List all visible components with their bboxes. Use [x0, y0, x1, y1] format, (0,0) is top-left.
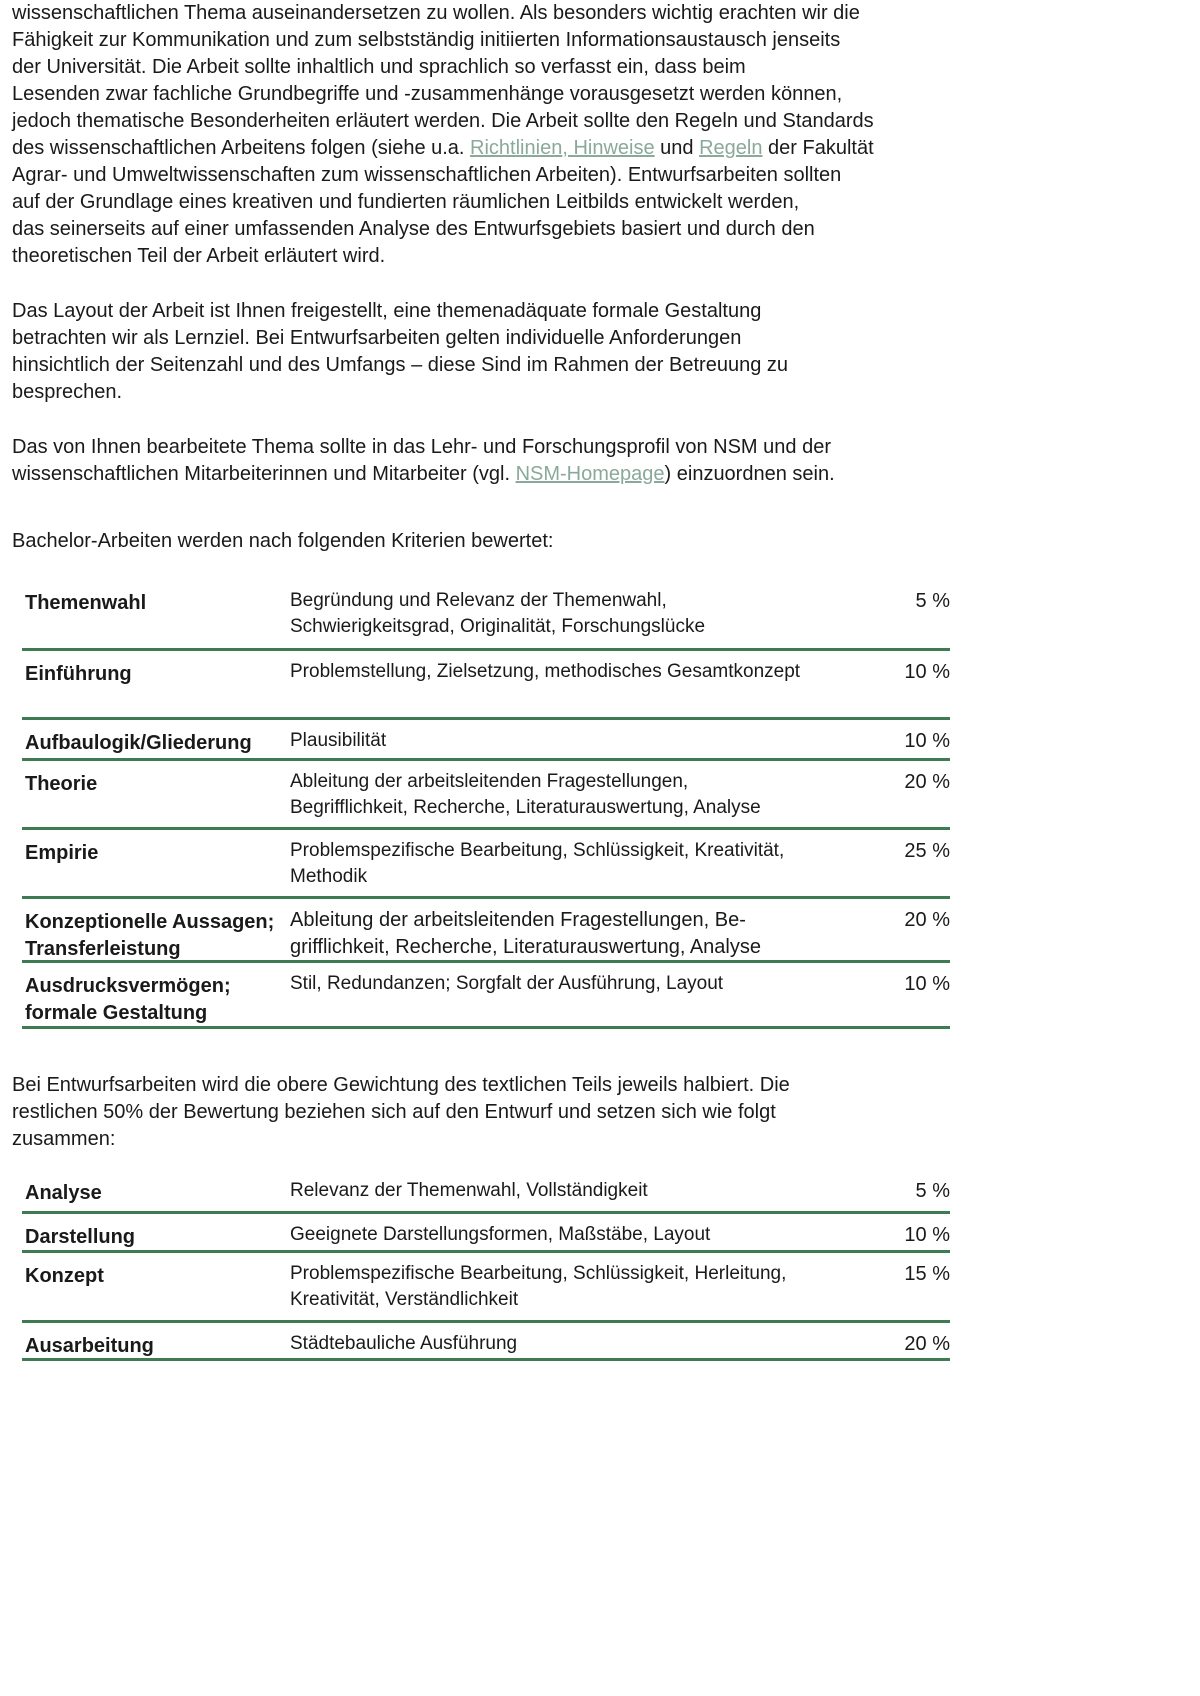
- criterion-label: Theorie: [25, 773, 98, 795]
- text-fragment: und: [654, 137, 700, 159]
- text-line: Das von Ihnen bearbeitete Thema sollte in das Lehr- und Forschungsprofil von NSM und der: [12, 436, 831, 458]
- criterion-description: Geeignete Darstellungsformen, Maßstäbe, Layout: [290, 1224, 711, 1245]
- criterion-weight: 25 %: [904, 840, 950, 862]
- table-row: [22, 1170, 950, 1214]
- text-line: jedoch thematische Besonderheiten erläutert werden. Die Arbeit sollte den Regeln und Standards: [12, 110, 874, 132]
- criterion-label: Ausarbeitung: [25, 1335, 154, 1357]
- criterion-description: Begründung und Relevanz der Themenwahl, Schwierigkeitsgrad, Originalität, Forschungslücke: [290, 590, 706, 637]
- criterion-weight: 20 %: [904, 771, 950, 793]
- text-line: hinsichtlich der Seitenzahl und des Umfangs – diese Sind im Rahmen der Betreuung zu: [12, 354, 788, 376]
- criterion-weight: 15 %: [904, 1263, 950, 1285]
- criterion-weight: 10 %: [904, 1224, 950, 1246]
- criterion-label: Empirie: [25, 842, 99, 864]
- text-line: Fähigkeit zur Kommunikation und zum selbstständig initiierten Informationsaustausch jenseits: [12, 29, 841, 51]
- text-fragment: wissenschaftlichen Mitarbeiterinnen und Mitarbeiter (vgl.: [12, 463, 516, 485]
- hinweise-link[interactable]: Hinweise: [573, 137, 655, 159]
- text-line: Bei Entwurfsarbeiten wird die obere Gewichtung des textlichen Teils jeweils halbiert. Die: [12, 1074, 790, 1096]
- criterion-weight: 10 %: [904, 730, 950, 752]
- table-row: [22, 720, 950, 761]
- text-line: auf der Grundlage eines kreativen und fundierten räumlichen Leitbilds entwickelt werden,: [12, 191, 800, 213]
- criterion-label: Analyse: [25, 1182, 102, 1204]
- text-fragment: der Fakultät: [762, 137, 874, 159]
- entwurf-paragraph: [12, 1072, 962, 1153]
- table-row: [22, 580, 950, 651]
- criterion-description: Ableitung der arbeitsleitenden Fragestellungen, Be- grifflichkeit, Recherche, Literaturauswertung, Analyse: [290, 909, 761, 958]
- text-line: Lesenden zwar fachliche Grundbegriffe und -zusammenhänge vorausgesetzt werden können,: [12, 83, 843, 105]
- criterion-label: Konzept: [25, 1265, 104, 1287]
- criterion-label: Themenwahl: [25, 592, 147, 614]
- criterion-description: Problemspezifische Bearbeitung, Schlüssigkeit, Kreativität, Methodik: [290, 840, 785, 887]
- criterion-weight: 5 %: [915, 590, 950, 612]
- criterion-label: Ausdrucksvermögen; formale Gestaltung: [25, 975, 231, 1024]
- text-line: theoretischen Teil der Arbeit erläutert wird.: [12, 245, 386, 267]
- criterion-description: Plausibilität: [290, 730, 387, 751]
- table1-caption: Bachelor-Arbeiten werden nach folgenden Kriterien bewertet:: [12, 530, 554, 552]
- criterion-description: Problemspezifische Bearbeitung, Schlüssigkeit, Herleitung, Kreativität, Verständlichkeit: [290, 1263, 787, 1310]
- intro-paragraph-layout: [12, 298, 962, 406]
- comma-separator: ,: [562, 137, 574, 159]
- criterion-description: Städtebauliche Ausführung: [290, 1333, 518, 1354]
- table-row: [22, 651, 950, 720]
- text-line: Agrar- und Umweltwissenschaften zum wissenschaftlichen Arbeiten). Entwurfsarbeiten sollten: [12, 164, 842, 186]
- criterion-weight: 20 %: [904, 1333, 950, 1355]
- table-row: [22, 830, 950, 899]
- table-row: [22, 761, 950, 830]
- criterion-label: Konzeptionelle Aussagen; Transferleistung: [25, 911, 275, 960]
- table-row: [22, 899, 950, 963]
- richtlinien-link[interactable]: Richtlinien: [470, 137, 563, 159]
- text-line: des wissenschaftlichen Arbeitens folgen (siehe u.a.: [12, 137, 471, 159]
- criterion-weight: 5 %: [915, 1180, 950, 1202]
- criterion-description: Problemstellung, Zielsetzung, methodisches Gesamtkonzept: [290, 661, 801, 682]
- text-fragment: ) einzuordnen sein.: [664, 463, 835, 485]
- text-line: wissenschaftlichen Thema auseinandersetzen zu wollen. Als besonders wichtig erachten wir die: [12, 2, 860, 24]
- criterion-description: Ableitung der arbeitsleitenden Fragestellungen, Begrifflichkeit, Recherche, Literaturauswertung, Analyse: [290, 771, 761, 818]
- criterion-label: Aufbaulogik/Gliederung: [25, 732, 252, 754]
- table-row: [22, 1214, 950, 1253]
- regeln-link[interactable]: Regeln: [699, 137, 763, 159]
- criterion-label: Einführung: [25, 663, 132, 685]
- text-line: besprechen.: [12, 381, 123, 403]
- table-row: [22, 1253, 950, 1323]
- criterion-weight: 20 %: [904, 909, 950, 931]
- text-line: das seinerseits auf einer umfassenden Analyse des Entwurfsgebiets basiert und durch den: [12, 218, 815, 240]
- table-row: [22, 963, 950, 1029]
- criterion-weight: 10 %: [904, 973, 950, 995]
- intro-paragraph-requirements: [12, 0, 962, 270]
- criterion-label: Darstellung: [25, 1226, 136, 1248]
- criterion-weight: 10 %: [904, 661, 950, 683]
- text-line: Das Layout der Arbeit ist Ihnen freigestellt, eine themenadäquate formale Gestaltung: [12, 300, 762, 322]
- intro-paragraph-profile: [12, 434, 962, 488]
- text-line: betrachten wir als Lernziel. Bei Entwurfsarbeiten gelten individuelle Anforderungen: [12, 327, 742, 349]
- text-line: restlichen 50% der Bewertung beziehen sich auf den Entwurf und setzen sich wie folgt: [12, 1101, 776, 1123]
- criterion-description: Relevanz der Themenwahl, Vollständigkeit: [290, 1180, 648, 1201]
- text-line: der Universität. Die Arbeit sollte inhaltlich und sprachlich so verfasst ein, dass beim: [12, 56, 746, 78]
- criterion-description: Stil, Redundanzen; Sorgfalt der Ausführung, Layout: [290, 973, 724, 994]
- text-line: zusammen:: [12, 1128, 116, 1150]
- entwurf-criteria-table: [22, 1170, 950, 1361]
- bachelor-criteria-table: [22, 580, 950, 1029]
- table-row: [22, 1323, 950, 1361]
- nsm-homepage-link[interactable]: NSM-Homepage: [515, 463, 665, 485]
